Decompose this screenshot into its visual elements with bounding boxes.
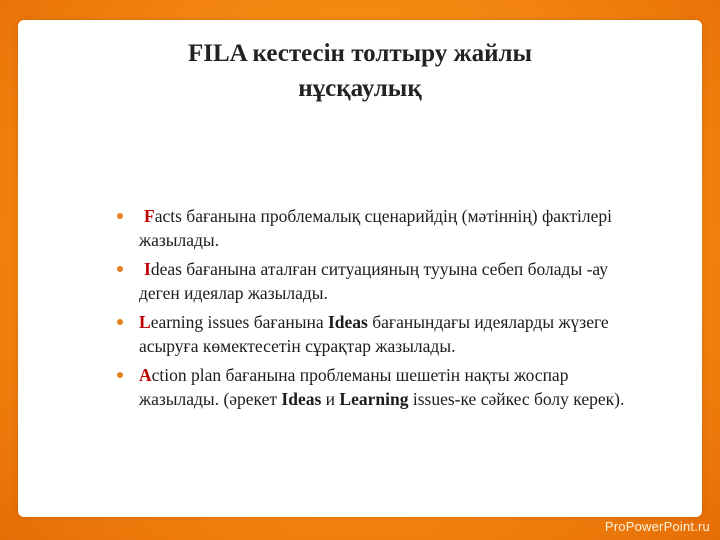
bullet-text: бағанындағы идеяларды жүзеге асыруға көмектесетін сұрақтар жазылады.	[139, 312, 609, 356]
bullet-dot-icon	[117, 319, 123, 325]
title-line-2: нұсқаулық	[298, 75, 422, 102]
bullet-ideas	[115, 257, 635, 305]
bullet-text: acts бағанына проблемалық сценарийдің (мәтіннің) фактілері жазылады.	[139, 206, 612, 250]
slide-title	[0, 36, 720, 106]
bullet-dot-icon	[117, 213, 123, 219]
bullet-action-plan	[115, 363, 635, 411]
bullet-dot-icon	[117, 372, 123, 378]
bullet-lead-letter: A	[139, 365, 152, 385]
bullet-text: ction plan бағанына проблеманы шешетін нақты жоспар жазылады. (әрекет	[139, 365, 569, 409]
bullet-facts	[115, 204, 635, 252]
title-line-1: FILA кестесін толтыру жайлы	[187, 40, 533, 67]
bullet-text: earning issues бағанына	[150, 312, 328, 332]
bullet-lead-letter: L	[139, 312, 151, 332]
bullet-text: issues-ке сәйкес болу керек).	[408, 389, 625, 409]
bullet-list	[115, 204, 635, 416]
bullet-lead-letter: I	[144, 259, 151, 279]
bullet-emphasis: Ideas	[327, 312, 368, 332]
bullet-text: deas бағанына аталған ситуацияның тууына себеп болады -ау деген идеялар жазылады.	[139, 259, 609, 303]
watermark: ProPowerPoint.ru	[604, 519, 710, 534]
bullet-dot-icon	[117, 266, 123, 272]
bullet-lead-letter: F	[144, 206, 155, 226]
bullet-text: и	[321, 389, 340, 409]
bullet-emphasis: Learning	[339, 389, 409, 409]
bullet-learning-issues	[115, 310, 635, 358]
bullet-emphasis: Ideas	[281, 389, 322, 409]
